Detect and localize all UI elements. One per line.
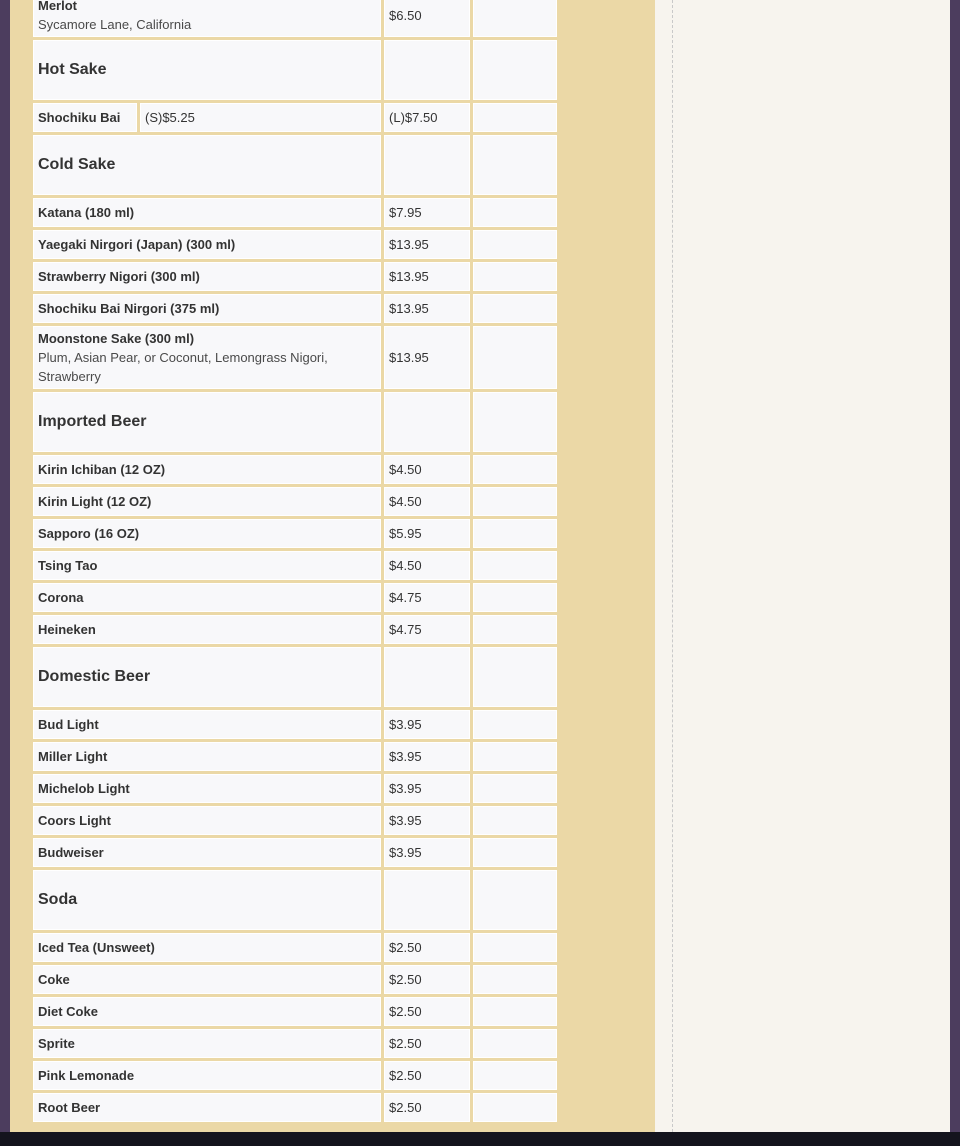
menu-item-row bbox=[33, 198, 557, 227]
item-name: Budweiser bbox=[38, 845, 104, 860]
item-price: $7.95 bbox=[389, 205, 422, 220]
section-title: Hot Sake bbox=[38, 61, 107, 78]
item-name: Shochiku Bai Nirgori (375 ml) bbox=[38, 301, 220, 316]
item-name: Coors Light bbox=[38, 813, 111, 828]
item-name-cell bbox=[33, 230, 381, 259]
section-title-cell bbox=[33, 870, 381, 930]
item-price-cell bbox=[384, 742, 470, 771]
empty-cell bbox=[473, 0, 557, 37]
item-name-cell bbox=[33, 933, 381, 962]
menu-item-row bbox=[33, 230, 557, 259]
menu-item-row bbox=[33, 997, 557, 1026]
item-price: $2.50 bbox=[389, 1100, 422, 1115]
menu-item-row bbox=[33, 710, 557, 739]
item-name: Kirin Ichiban (12 OZ) bbox=[38, 462, 166, 477]
empty-cell bbox=[473, 294, 557, 323]
item-name-cell bbox=[33, 0, 381, 37]
item-price: $13.95 bbox=[389, 301, 429, 316]
empty-cell bbox=[473, 965, 557, 994]
item-name-cell bbox=[33, 198, 381, 227]
menu-section-row bbox=[33, 870, 557, 930]
item-name-cell bbox=[33, 455, 381, 484]
item-price-cell bbox=[384, 997, 470, 1026]
empty-cell bbox=[473, 933, 557, 962]
empty-cell bbox=[473, 997, 557, 1026]
item-name-cell bbox=[33, 551, 381, 580]
item-name-cell bbox=[33, 519, 381, 548]
item-desc: Sycamore Lane, California bbox=[38, 17, 192, 32]
empty-cell bbox=[473, 40, 557, 100]
section-title-cell bbox=[33, 135, 381, 195]
item-name: Kirin Light (12 OZ) bbox=[38, 494, 152, 509]
menu-section-row bbox=[33, 647, 557, 707]
empty-cell bbox=[473, 392, 557, 452]
item-name: Root Beer bbox=[38, 1100, 101, 1115]
menu-item-row bbox=[33, 742, 557, 771]
empty-cell bbox=[473, 198, 557, 227]
item-name: Strawberry Nigori (300 ml) bbox=[38, 269, 200, 284]
empty-cell bbox=[473, 230, 557, 259]
empty-cell bbox=[473, 1093, 557, 1122]
item-name: Tsing Tao bbox=[38, 558, 98, 573]
item-price-cell bbox=[384, 965, 470, 994]
empty-cell bbox=[473, 487, 557, 516]
item-price: $3.95 bbox=[389, 781, 422, 796]
item-price: $13.95 bbox=[389, 237, 429, 252]
menu-item-row bbox=[33, 1093, 557, 1122]
empty-cell bbox=[473, 870, 557, 930]
section-title-cell bbox=[33, 392, 381, 452]
menu-item-row bbox=[33, 551, 557, 580]
item-name: Coke bbox=[38, 972, 70, 987]
item-name: Katana (180 ml) bbox=[38, 205, 135, 220]
empty-cell bbox=[473, 551, 557, 580]
empty-cell bbox=[473, 135, 557, 195]
menu-wrapper bbox=[30, 0, 655, 1125]
menu-section-row bbox=[33, 40, 557, 100]
footer-bar bbox=[0, 1132, 960, 1146]
empty-cell bbox=[473, 326, 557, 389]
empty-cell bbox=[473, 103, 557, 132]
main-content bbox=[10, 0, 655, 1146]
item-price-small-cell bbox=[140, 103, 381, 132]
item-price-small: (S)$5.25 bbox=[145, 110, 195, 125]
item-price: $3.95 bbox=[389, 717, 422, 732]
item-price-cell bbox=[384, 838, 470, 867]
item-price: $3.95 bbox=[389, 845, 422, 860]
item-name: Pink Lemonade bbox=[38, 1068, 135, 1083]
item-name: Sapporo (16 OZ) bbox=[38, 526, 140, 541]
item-name-cell bbox=[33, 326, 381, 389]
menu-item-row bbox=[33, 933, 557, 962]
empty-cell bbox=[473, 742, 557, 771]
empty-price-cell bbox=[384, 392, 470, 452]
empty-cell bbox=[473, 1029, 557, 1058]
empty-price-cell bbox=[384, 135, 470, 195]
item-price: $3.95 bbox=[389, 749, 422, 764]
item-name: Sprite bbox=[38, 1036, 75, 1051]
item-price-cell bbox=[384, 326, 470, 389]
empty-cell bbox=[473, 774, 557, 803]
menu-item-row bbox=[33, 774, 557, 803]
menu-item-row bbox=[33, 1029, 557, 1058]
menu-item-row bbox=[33, 838, 557, 867]
item-price: $2.50 bbox=[389, 1068, 422, 1083]
item-price-cell bbox=[384, 615, 470, 644]
item-name: Yaegaki Nirgori (Japan) (300 ml) bbox=[38, 237, 236, 252]
menu-item-row bbox=[33, 615, 557, 644]
item-name-cell bbox=[33, 997, 381, 1026]
item-price: $2.50 bbox=[389, 1004, 422, 1019]
menu-item-row bbox=[33, 326, 557, 389]
item-name-cell bbox=[33, 294, 381, 323]
section-title: Soda bbox=[38, 891, 78, 908]
item-price-cell bbox=[384, 551, 470, 580]
empty-cell bbox=[473, 710, 557, 739]
empty-cell bbox=[473, 838, 557, 867]
item-name-cell bbox=[33, 774, 381, 803]
empty-cell bbox=[473, 1061, 557, 1090]
empty-price-cell bbox=[384, 647, 470, 707]
item-price: $4.50 bbox=[389, 462, 422, 477]
sidebar bbox=[655, 0, 950, 1132]
item-name-cell bbox=[33, 742, 381, 771]
item-name-cell bbox=[33, 103, 137, 132]
item-name-cell bbox=[33, 1093, 381, 1122]
section-title-cell bbox=[33, 647, 381, 707]
empty-cell bbox=[473, 519, 557, 548]
menu-item-row bbox=[33, 294, 557, 323]
empty-cell bbox=[473, 262, 557, 291]
item-price-cell bbox=[384, 1061, 470, 1090]
menu-item-row bbox=[33, 0, 557, 37]
menu-item-row bbox=[33, 262, 557, 291]
menu-item-row bbox=[33, 1061, 557, 1090]
item-price-cell bbox=[384, 0, 470, 37]
section-title: Cold Sake bbox=[38, 156, 116, 173]
item-name-cell bbox=[33, 615, 381, 644]
item-name: Corona bbox=[38, 590, 84, 605]
item-price-cell bbox=[384, 262, 470, 291]
item-price: $4.50 bbox=[389, 558, 422, 573]
item-name-cell bbox=[33, 583, 381, 612]
menu-section-row bbox=[33, 392, 557, 452]
empty-cell bbox=[473, 806, 557, 835]
item-name-cell bbox=[33, 1061, 381, 1090]
menu-item-row bbox=[33, 965, 557, 994]
item-name: Michelob Light bbox=[38, 781, 130, 796]
item-price: $5.95 bbox=[389, 526, 422, 541]
menu-item-row bbox=[33, 583, 557, 612]
item-price: $13.95 bbox=[389, 350, 429, 365]
section-title: Domestic Beer bbox=[38, 668, 151, 685]
item-name-cell bbox=[33, 838, 381, 867]
item-price: $4.75 bbox=[389, 590, 422, 605]
page-content bbox=[10, 0, 950, 1146]
empty-price-cell bbox=[384, 40, 470, 100]
item-price-cell bbox=[384, 230, 470, 259]
item-name-cell bbox=[33, 1029, 381, 1058]
empty-cell bbox=[473, 583, 557, 612]
menu-item-row bbox=[33, 806, 557, 835]
item-price: $3.95 bbox=[389, 813, 422, 828]
empty-cell bbox=[473, 615, 557, 644]
menu-table bbox=[30, 0, 560, 1125]
item-name: Moonstone Sake (300 ml) bbox=[38, 331, 195, 346]
menu-item-row bbox=[33, 103, 557, 132]
item-price: $4.75 bbox=[389, 622, 422, 637]
item-price-cell bbox=[384, 1093, 470, 1122]
menu-item-row bbox=[33, 487, 557, 516]
item-name: Iced Tea (Unsweet) bbox=[38, 940, 155, 955]
item-name: Miller Light bbox=[38, 749, 108, 764]
item-price-cell bbox=[384, 519, 470, 548]
item-name: Heineken bbox=[38, 622, 96, 637]
item-price-cell bbox=[384, 583, 470, 612]
item-price-cell bbox=[384, 806, 470, 835]
item-price-cell bbox=[384, 774, 470, 803]
item-name-cell bbox=[33, 806, 381, 835]
empty-price-cell bbox=[384, 870, 470, 930]
menu-table-body bbox=[33, 0, 557, 1122]
item-price-cell bbox=[384, 1029, 470, 1058]
item-name-cell bbox=[33, 487, 381, 516]
item-price: $2.50 bbox=[389, 972, 422, 987]
item-name-cell bbox=[33, 710, 381, 739]
section-title-cell bbox=[33, 40, 381, 100]
item-desc: Plum, Asian Pear, or Coconut, Lemongrass Nigori, Strawberry bbox=[38, 350, 328, 384]
item-price-cell bbox=[384, 294, 470, 323]
item-price-large-cell bbox=[384, 103, 470, 132]
item-price-cell bbox=[384, 198, 470, 227]
sidebar-divider bbox=[672, 0, 950, 1132]
item-name: Diet Coke bbox=[38, 1004, 98, 1019]
empty-cell bbox=[473, 455, 557, 484]
item-name-cell bbox=[33, 262, 381, 291]
item-price: $6.50 bbox=[389, 7, 422, 23]
menu-item-row bbox=[33, 519, 557, 548]
item-name-cell bbox=[33, 965, 381, 994]
item-price-cell bbox=[384, 710, 470, 739]
item-price: $2.50 bbox=[389, 1036, 422, 1051]
item-price-cell bbox=[384, 933, 470, 962]
item-price: $2.50 bbox=[389, 940, 422, 955]
item-price-large: (L)$7.50 bbox=[389, 110, 438, 125]
menu-section-row bbox=[33, 135, 557, 195]
item-name: Shochiku Bai bbox=[38, 110, 121, 125]
item-price-cell bbox=[384, 455, 470, 484]
item-name: Bud Light bbox=[38, 717, 99, 732]
section-title: Imported Beer bbox=[38, 413, 147, 430]
item-price-cell bbox=[384, 487, 470, 516]
menu-item-row bbox=[33, 455, 557, 484]
item-price: $13.95 bbox=[389, 269, 429, 284]
empty-cell bbox=[473, 647, 557, 707]
item-name: Merlot bbox=[38, 0, 77, 13]
item-price: $4.50 bbox=[389, 494, 422, 509]
